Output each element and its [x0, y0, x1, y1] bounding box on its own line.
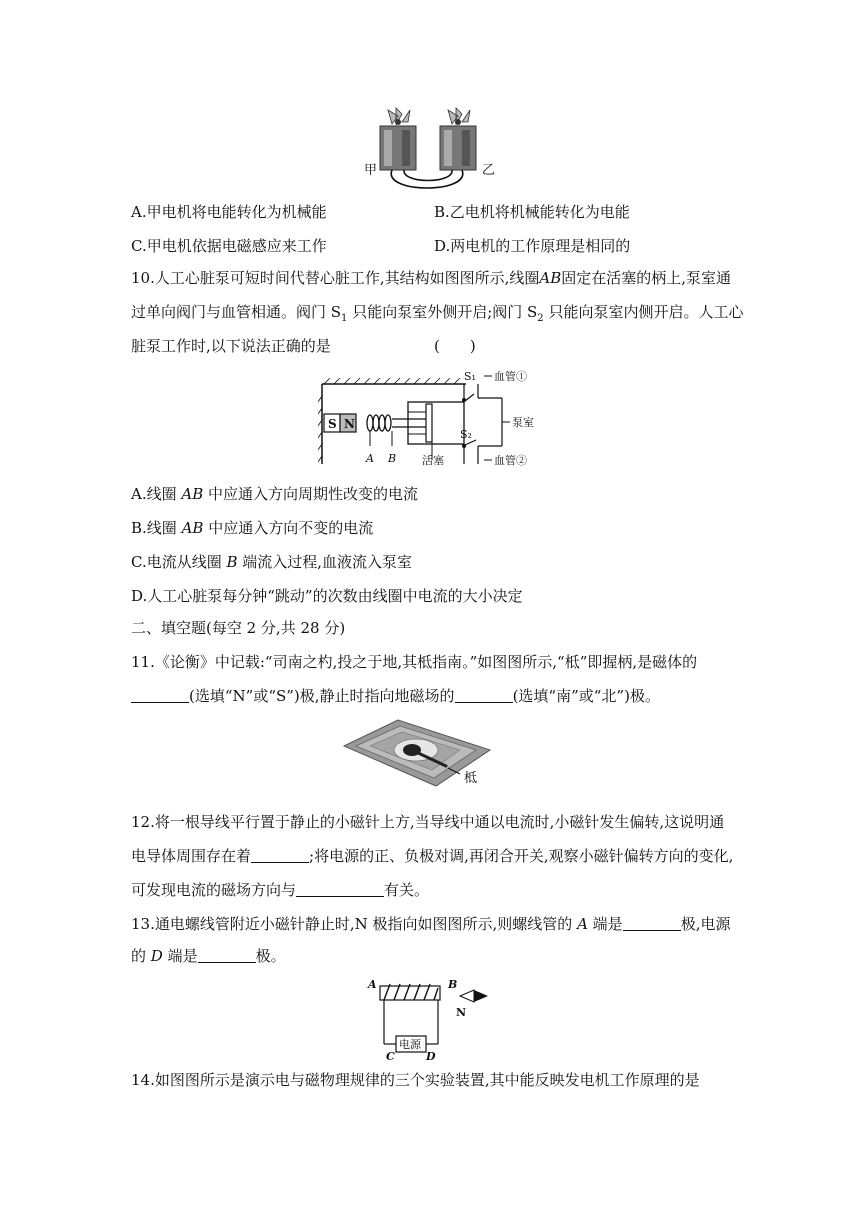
- magnet-s-label: S: [328, 417, 337, 431]
- q9-option-c: C.甲电机依据电磁感应来工作: [131, 237, 327, 255]
- q12-stem-line2: 电导体周围存在着 ;将电源的正、负极对调,再闭合开关,观察小磁针偏转方向的变化,: [131, 847, 734, 865]
- q10-option-a: A.线圈 AB 中应通入方向周期性改变的电流: [131, 485, 419, 503]
- q9-option-b: B.乙电机将机械能转化为电能: [434, 203, 630, 221]
- motor-right-label: 乙: [482, 163, 496, 178]
- magnet-n-label: N: [344, 417, 355, 431]
- q12-blank-1[interactable]: [251, 847, 309, 863]
- piston-label: 活塞: [422, 454, 444, 467]
- q11-blank-2[interactable]: [455, 687, 513, 703]
- vessel2-label: 血管②: [494, 454, 527, 467]
- section-heading: 二、填空题(每空 2 分,共 28 分): [131, 619, 346, 637]
- q10-option-b: B.线圈 AB 中应通入方向不变的电流: [131, 519, 374, 537]
- valve-s2-label: S₂: [460, 428, 472, 441]
- pump-chamber-label: 泵室: [512, 416, 534, 429]
- power-source-label: 电源: [399, 1038, 421, 1051]
- q13-blank-2[interactable]: [198, 947, 256, 963]
- q11-blank-1[interactable]: [131, 687, 189, 703]
- q14-stem-line1: 14.如图图所示是演示电与磁物理规律的三个实验装置,其中能反映发电机工作原理的是: [131, 1071, 700, 1089]
- q10-stem-line2: 过单向阀门与血管相通。阀门 $S_1$ 只能向泵室外侧开启;阀门 $S_2$ 只能向泵室内侧开启。人工心: [131, 303, 744, 324]
- needle-n-label: N: [456, 1006, 467, 1019]
- q13-stem-line1: 13.通电螺线管附近小磁针静止时,N 极指向如图图所示,则螺线管的 A 端是 极,电源: [131, 915, 731, 933]
- coil-label-a: A: [366, 452, 374, 465]
- handle-label: 柢: [464, 771, 478, 786]
- q13-stem-line2: 的 D 端是 极。: [131, 947, 286, 965]
- q9-option-a: A.甲电机将电能转化为机械能: [131, 203, 327, 221]
- solenoid-label-b: B: [448, 978, 458, 991]
- q10-stem-line1: 10.人工心脏泵可短时间代替心脏工作,其结构如图图所示,线圈AB固定在活塞的柄上,泵室通: [131, 269, 732, 287]
- q10-option-d: D.人工心脏泵每分钟“跳动”的次数由线圈中电流的大小决定: [131, 587, 523, 605]
- coil-label-b: B: [388, 452, 397, 465]
- solenoid-figure: [366, 976, 496, 1060]
- q11-stem-line1: 11.《论衡》中记载:“司南之杓,投之于地,其柢指南。”如图图所示,“柢”即握柄,是磁体的: [131, 653, 698, 671]
- q10-stem-line3: 脏泵工作时,以下说法正确的是: [131, 337, 331, 355]
- q12-blank-2[interactable]: [296, 881, 384, 897]
- q10-option-c: C.电流从线圈 B 端流入过程,血液流入泵室: [131, 553, 413, 571]
- solenoid-label-a: A: [368, 978, 377, 991]
- heart-pump-figure: [318, 368, 548, 472]
- q11-stem-line2: (选填“N”或“S”)极,静止时指向地磁场的 (选填“南”或“北”)极。: [131, 686, 660, 706]
- q12-stem-line1: 12.将一根导线平行置于静止的小磁针上方,当导线中通以电流时,小磁针发生偏转,这说明通: [131, 813, 725, 831]
- vessel1-label: 血管①: [494, 370, 527, 383]
- source-label-c: C: [386, 1050, 395, 1060]
- q13-blank-1[interactable]: [623, 915, 681, 931]
- sinan-figure: [340, 716, 500, 796]
- motors-figure: [362, 104, 502, 200]
- source-label-d: D: [426, 1050, 436, 1060]
- motor-left-label: 甲: [364, 163, 378, 178]
- valve-s1-label: S₁: [464, 370, 476, 383]
- q10-answer-paren: ( ): [434, 337, 476, 355]
- q9-option-d: D.两电机的工作原理是相同的: [434, 237, 631, 255]
- q12-stem-line3: 可发现电流的磁场方向与 有关。: [131, 881, 430, 899]
